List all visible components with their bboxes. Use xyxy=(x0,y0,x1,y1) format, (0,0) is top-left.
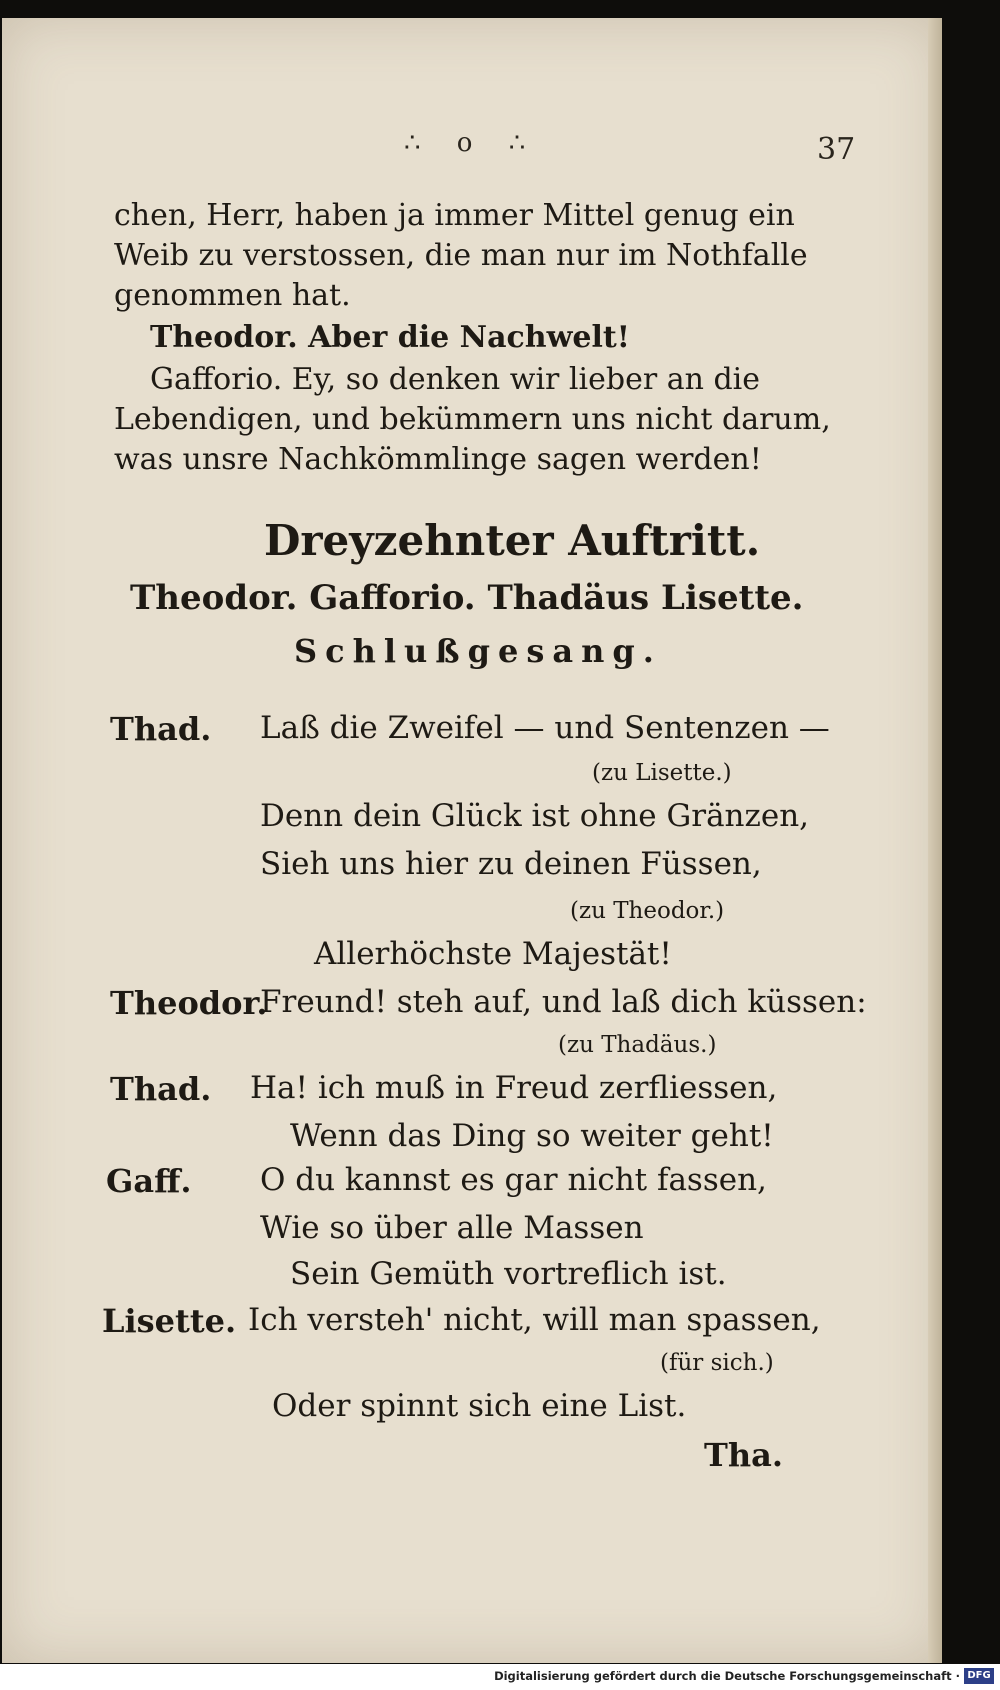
prose-line: chen, Herr, haben ja immer Mittel genug ein xyxy=(114,198,795,233)
verse-line: Wenn das Ding so weiter geht! xyxy=(290,1118,774,1154)
verse-line: Ich versteh' nicht, will man spassen, xyxy=(248,1302,821,1338)
speaker-label: Lisette. xyxy=(102,1302,237,1340)
verse-line: Oder spinnt sich eine List. xyxy=(272,1388,687,1424)
speaker-label: Theodor. xyxy=(110,984,268,1022)
verse-line: Sein Gemüth vortreflich ist. xyxy=(290,1256,727,1292)
verse-line: Ha! ich muß in Freud zerfliessen, xyxy=(250,1070,778,1106)
stage-direction: (zu Theodor.) xyxy=(570,898,725,924)
footer-credit: Digitalisierung gefördert durch die Deutsche Forschungsgemeinschaft · xyxy=(494,1669,960,1683)
stage-direction: (zu Thadäus.) xyxy=(558,1032,717,1058)
scene-title: Dreyzehnter Auftritt. xyxy=(264,516,761,565)
verse-line: Laß die Zweifel — und Sentenzen — xyxy=(260,710,830,746)
speaker-label: Thad. xyxy=(110,1070,212,1108)
prose-line: genommen hat. xyxy=(114,278,351,313)
stage-direction: (zu Lisette.) xyxy=(592,760,732,786)
verse-line: O du kannst es gar nicht fassen, xyxy=(260,1162,767,1198)
footer-bar xyxy=(0,1664,1000,1690)
prose-line: Theodor. Aber die Nachwelt! xyxy=(150,320,630,355)
verse-line: Denn dein Glück ist ohne Gränzen, xyxy=(260,798,810,834)
speaker-label: Gaff. xyxy=(106,1162,192,1200)
speaker-label: Thad. xyxy=(110,710,212,748)
page-number: 37 xyxy=(817,132,856,167)
verse-line: Wie so über alle Massen xyxy=(260,1210,644,1246)
song-title: Schlußgesang. xyxy=(294,632,662,670)
page-edge xyxy=(928,18,942,1663)
prose-line: was unsre Nachkömmlinge sagen werden! xyxy=(114,442,762,477)
prose-line: Weib zu verstossen, die man nur im Nothfalle xyxy=(114,238,808,273)
prose-line: Lebendigen, und bekümmern uns nicht darum, xyxy=(114,402,831,437)
verse-line: Freund! steh auf, und laß dich küssen: xyxy=(260,984,867,1020)
prose-line: Gafforio. Ey, so denken wir lieber an die xyxy=(150,362,760,397)
dfg-logo: DFG xyxy=(964,1668,994,1684)
catchword: Tha. xyxy=(704,1436,783,1474)
scene-characters: Theodor. Gafforio. Thadäus Lisette. xyxy=(130,578,804,618)
verse-line: Allerhöchste Majestät! xyxy=(314,936,672,972)
header-ornament: ∴ o ∴ xyxy=(404,128,540,158)
book-page xyxy=(2,18,942,1663)
stage-direction: (für sich.) xyxy=(660,1350,774,1376)
verse-line: Sieh uns hier zu deinen Füssen, xyxy=(260,846,762,882)
